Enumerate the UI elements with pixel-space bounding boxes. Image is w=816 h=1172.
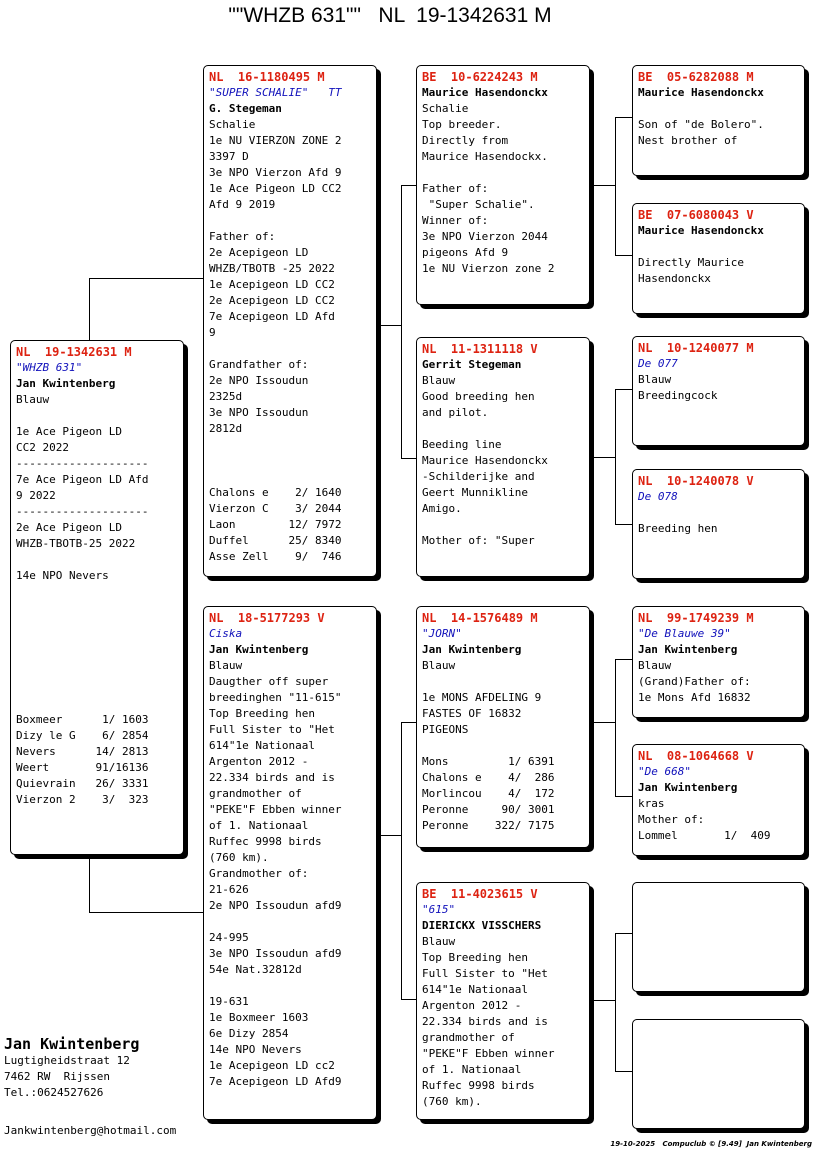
pedigree-line <box>16 408 178 424</box>
owner-name: Jan Kwintenberg <box>209 643 309 656</box>
pedigree-line: Winner of: <box>422 214 489 227</box>
pedigree-line: and pilot. <box>422 406 489 419</box>
pedigree-line: Chalons e 4/ 286 <box>422 771 555 784</box>
pedigree-line: Morlincou 4/ 172 <box>422 787 555 800</box>
pedigree-line: 24-995 <box>209 931 249 944</box>
owner-name: Jan Kwintenberg <box>638 781 738 794</box>
pigeon-nickname: Ciska <box>209 627 243 640</box>
pedigree-line: PIGEONS <box>422 723 469 736</box>
pedigree-line: of 1. Nationaal <box>209 819 309 832</box>
pedigree-line: Mons 1/ 6391 <box>422 755 555 768</box>
pedigree-line: Nest brother of <box>638 134 738 147</box>
pedigree-line: Mother of: "Super <box>422 534 535 547</box>
pedigree-line: 2e NPO Issoudun afd9 <box>209 899 342 912</box>
pedigree-line <box>422 674 584 690</box>
pedigree-line <box>209 437 371 453</box>
pedigree-line: 3e NPO Vierzon Afd 9 <box>209 166 342 179</box>
pedigree-line: 9 2022 <box>16 489 56 502</box>
pedigree-line <box>16 680 178 696</box>
pedigree-line: 614"1e Nationaal <box>209 739 315 752</box>
owner-name: Gerrit Stegeman <box>422 358 522 371</box>
pigeon-card-ggm-1[interactable] <box>632 203 805 314</box>
pedigree-line: 21-626 <box>209 883 249 896</box>
pedigree-line: Nevers 14/ 2813 <box>16 745 149 758</box>
ring-number: BE 07-6080043 V <box>638 208 754 222</box>
pedigree-line: 2e Acepigeon LD CC2 <box>209 294 335 307</box>
pedigree-line: Good breeding hen <box>422 390 535 403</box>
pedigree-line: Maurice Hasendonckx <box>422 454 548 467</box>
pedigree-line: of 1. Nationaal <box>422 1063 522 1076</box>
pigeon-card-maternal-grandfather[interactable] <box>416 606 590 848</box>
ring-number: NL 14-1576489 M <box>422 611 538 625</box>
pedigree-line: Blauw <box>209 659 243 672</box>
pedigree-line: Beeding line <box>422 438 502 451</box>
pedigree-line <box>422 421 584 437</box>
pedigree-line: -------------------- <box>16 457 149 470</box>
pedigree-line <box>209 469 371 485</box>
pigeon-nickname: "JORN" <box>422 627 462 640</box>
pedigree-line: Blauw <box>422 935 456 948</box>
pedigree-line: 1e Ace Pigeon LD CC2 <box>209 182 342 195</box>
pedigree-line: Blauw <box>422 659 456 672</box>
pedigree-line: Lommel 1/ 409 <box>638 829 771 842</box>
pedigree-line: 1e Mons Afd 16832 <box>638 691 751 704</box>
pedigree-line: Grandmother of: <box>209 867 309 880</box>
pedigree-line: Ruffec 9998 birds <box>422 1079 535 1092</box>
pedigree-line: Schalie <box>209 118 256 131</box>
pedigree-line: Maurice Hasendockx. <box>422 150 548 163</box>
pedigree-line: Father of: <box>209 230 276 243</box>
pigeon-card-mother[interactable] <box>203 606 377 1120</box>
breeder-info <box>4 1035 139 1101</box>
pedigree-line: grandmother of <box>422 1031 515 1044</box>
pedigree-line <box>16 696 178 712</box>
ring-number: NL 19-1342631 M <box>16 345 132 359</box>
pedigree-line: FASTES OF 16832 <box>422 707 522 720</box>
breeder-city: 7462 RW Rijssen <box>4 1070 110 1083</box>
ring-number: BE 05-6282088 M <box>638 70 754 84</box>
pedigree-line: Boxmeer 1/ 1603 <box>16 713 149 726</box>
pigeon-card-empty[interactable] <box>632 882 805 992</box>
ring-number: BE 10-6224243 M <box>422 70 538 84</box>
owner-name: Maurice Hasendonckx <box>638 224 764 237</box>
pedigree-line: Blauw <box>638 659 672 672</box>
pigeon-nickname: De 078 <box>638 490 678 503</box>
pedigree-line: 2325d <box>209 390 243 403</box>
pedigree-line: pigeons Afd 9 <box>422 246 509 259</box>
pigeon-nickname: De 077 <box>638 357 678 370</box>
pedigree-line: CC2 2022 <box>16 441 69 454</box>
pedigree-line: Breeding hen <box>638 522 718 535</box>
pedigree-line <box>16 552 178 568</box>
pedigree-line <box>16 632 178 648</box>
pigeon-card-ggf-2[interactable] <box>632 336 805 446</box>
pedigree-line: Mother of: <box>638 813 705 826</box>
ring-number: NL 16-1180495 M <box>209 70 325 84</box>
pigeon-card-paternal-grandmother[interactable] <box>416 337 590 577</box>
pedigree-line: Blauw <box>638 373 672 386</box>
pedigree-line <box>638 505 799 521</box>
pedigree-line: Argenton 2012 - <box>422 999 522 1012</box>
owner-name: DIERICKX VISSCHERS <box>422 919 542 932</box>
pedigree-line: Son of "de Bolero". <box>638 118 764 131</box>
owner-name: G. Stegeman <box>209 102 282 115</box>
pigeon-card-empty[interactable] <box>632 1019 805 1129</box>
pedigree-line: 1e MONS AFDELING 9 <box>422 691 542 704</box>
pedigree-line: 7e Ace Pigeon LD Afd <box>16 473 149 486</box>
pigeon-nickname: "WHZB 631" <box>16 361 83 374</box>
pedigree-line: 1e NU Vierzon zone 2 <box>422 262 555 275</box>
pedigree-line: 614"1e Nationaal <box>422 983 528 996</box>
pigeon-nickname: "De 668" <box>638 765 691 778</box>
pedigree-line: Peronne 322/ 7175 <box>422 819 555 832</box>
pedigree-line: 14e NPO Nevers <box>16 569 109 582</box>
owner-name: Jan Kwintenberg <box>16 377 116 390</box>
pedigree-line: 3397 D <box>209 150 249 163</box>
pedigree-line: 2812d <box>209 422 243 435</box>
pedigree-line: Weert 91/16136 <box>16 761 149 774</box>
pedigree-line: Breedingcock <box>638 389 718 402</box>
pedigree-line <box>209 978 371 994</box>
pigeon-nickname: "615" <box>422 903 456 916</box>
pedigree-line: 22.334 birds and is <box>209 771 335 784</box>
breeder-email[interactable]: Jankwintenberg@hotmail.com <box>4 1124 177 1137</box>
ring-number: NL 99-1749239 M <box>638 611 754 625</box>
pedigree-line: -------------------- <box>16 505 149 518</box>
pigeon-card-ggf-1[interactable] <box>632 65 805 176</box>
pedigree-line <box>422 517 584 533</box>
pedigree-line: Top Breeding hen <box>422 951 528 964</box>
ring-number: BE 11-4023615 V <box>422 887 538 901</box>
pedigree-line: Father of: <box>422 182 489 195</box>
pigeon-card-ggf-3[interactable] <box>632 606 805 718</box>
connector-line <box>590 722 615 724</box>
pedigree-line: Dizy le G 6/ 2854 <box>16 729 149 742</box>
pedigree-line <box>422 165 584 181</box>
pedigree-line: Ruffec 9998 birds <box>209 835 322 848</box>
pedigree-line: (760 km). <box>422 1095 482 1108</box>
pedigree-line: Full Sister to "Het <box>209 723 335 736</box>
breeder-phone: Tel.:0624527626 <box>4 1086 104 1099</box>
pedigree-line: Hasendonckx <box>638 272 711 285</box>
pigeon-card-ggm-3[interactable] <box>632 744 805 856</box>
pedigree-line: kras <box>638 797 665 810</box>
pigeon-card-ggm-2[interactable] <box>632 469 805 579</box>
pedigree-line: 54e Nat.32812d <box>209 963 302 976</box>
pedigree-line: 7e Acepigeon LD Afd <box>209 310 335 323</box>
pedigree-line: Schalie <box>422 102 469 115</box>
page-title: ""WHZB 631"" NL 19-1342631 M <box>228 4 552 27</box>
ring-number: NL 11-1311118 V <box>422 342 538 356</box>
connector-line <box>590 185 615 187</box>
pedigree-line: Laon 12/ 7972 <box>209 518 342 531</box>
pedigree-line <box>209 213 371 229</box>
pedigree-line: 1e NU VIERZON ZONE 2 <box>209 134 342 147</box>
pedigree-line: 6e Dizy 2854 <box>209 1027 289 1040</box>
pedigree-line <box>209 914 371 930</box>
pedigree-line: Grandfather of: <box>209 358 309 371</box>
pedigree-line: 3e NPO Vierzon 2044 <box>422 230 548 243</box>
pedigree-line <box>16 664 178 680</box>
pedigree-line: 1e Acepigeon LD CC2 <box>209 278 335 291</box>
pedigree-line: grandmother of <box>209 787 302 800</box>
pedigree-line: 1e Acepigeon LD cc2 <box>209 1059 335 1072</box>
pedigree-line: Asse Zell 9/ 746 <box>209 550 342 563</box>
pedigree-line <box>638 101 799 117</box>
pedigree-line: Peronne 90/ 3001 <box>422 803 555 816</box>
pedigree-line: 3e NPO Issoudun afd9 <box>209 947 342 960</box>
pigeon-card-father[interactable] <box>203 65 377 577</box>
pedigree-line: Amigo. <box>422 502 462 515</box>
connector-line <box>377 325 401 327</box>
owner-name: Maurice Hasendonckx <box>638 86 764 99</box>
pedigree-line: "PEKE"F Ebben winner <box>422 1047 555 1060</box>
owner-name: Jan Kwintenberg <box>638 643 738 656</box>
pedigree-line: Blauw <box>422 374 456 387</box>
owner-name: Jan Kwintenberg <box>422 643 522 656</box>
pedigree-line: Geert Munnikline <box>422 486 528 499</box>
pedigree-line: WHZB-TBOTB-25 2022 <box>16 537 136 550</box>
pedigree-line <box>16 584 178 600</box>
pedigree-line: 2e NPO Issoudun <box>209 374 309 387</box>
pigeon-nickname: "SUPER SCHALIE" TT <box>209 86 342 99</box>
pedigree-line: Blauw <box>16 393 50 406</box>
pedigree-line: 1e Boxmeer 1603 <box>209 1011 309 1024</box>
connector-line <box>89 278 206 341</box>
pedigree-line: Directly Maurice <box>638 256 744 269</box>
pedigree-line: Quievrain 26/ 3331 <box>16 777 149 790</box>
breeder-street: Lugtigheidstraat 12 <box>4 1054 130 1067</box>
pedigree-line: Full Sister to "Het <box>422 967 548 980</box>
pedigree-line <box>422 738 584 754</box>
connector-line <box>377 835 401 837</box>
connector-line <box>89 855 206 913</box>
pigeon-card-subject[interactable] <box>10 340 184 855</box>
pedigree-line: Argenton 2012 - <box>209 755 309 768</box>
pigeon-card-paternal-grandfather[interactable] <box>416 65 590 305</box>
pedigree-line <box>209 341 371 357</box>
pedigree-line: breedinghen "11-615" <box>209 691 342 704</box>
pedigree-line <box>209 453 371 469</box>
pedigree-line: 7e Acepigeon LD Afd9 <box>209 1075 342 1088</box>
pedigree-line: 1e Ace Pigeon LD <box>16 425 122 438</box>
pedigree-line: 2e Ace Pigeon LD <box>16 521 122 534</box>
pedigree-line: 3e NPO Issoudun <box>209 406 309 419</box>
connector-line <box>590 457 615 459</box>
pedigree-line: (Grand)Father of: <box>638 675 751 688</box>
connector-line <box>590 1000 615 1002</box>
owner-name: Maurice Hasendonckx <box>422 86 548 99</box>
pedigree-line: 9 <box>209 326 216 339</box>
ring-number: NL 10-1240077 M <box>638 341 754 355</box>
pedigree-line: Afd 9 2019 <box>209 198 276 211</box>
pedigree-line: "Super Schalie". <box>422 198 535 211</box>
pedigree-line <box>16 648 178 664</box>
pedigree-line: WHZB/TBOTB -25 2022 <box>209 262 335 275</box>
pigeon-card-maternal-grandmother[interactable] <box>416 882 590 1120</box>
pedigree-line: 19-631 <box>209 995 249 1008</box>
pedigree-line: Top Breeding hen <box>209 707 315 720</box>
pedigree-line: 14e NPO Nevers <box>209 1043 302 1056</box>
pigeon-nickname: "De Blauwe 39" <box>638 627 731 640</box>
pedigree-line: 22.334 birds and is <box>422 1015 548 1028</box>
ring-number: NL 18-5177293 V <box>209 611 325 625</box>
pedigree-line: Top breeder. <box>422 118 502 131</box>
pedigree-line: "PEKE"F Ebben winner <box>209 803 342 816</box>
pedigree-line: Daugther off super <box>209 675 329 688</box>
pedigree-line: Vierzon 2 3/ 323 <box>16 793 149 806</box>
pedigree-line: Chalons e 2/ 1640 <box>209 486 342 499</box>
pedigree-line: Duffel 25/ 8340 <box>209 534 342 547</box>
breeder-name: Jan Kwintenberg <box>4 1035 140 1053</box>
pedigree-line: (760 km). <box>209 851 269 864</box>
pedigree-line <box>16 616 178 632</box>
pedigree-line <box>16 600 178 616</box>
pedigree-line: -Schilderijke and <box>422 470 535 483</box>
ring-number: NL 10-1240078 V <box>638 474 754 488</box>
pedigree-line <box>638 239 799 255</box>
pedigree-line: Directly from <box>422 134 509 147</box>
pedigree-line: 2e Acepigeon LD <box>209 246 309 259</box>
footer-credit: 19-10-2025 Compuclub © [9.49] Jan Kwintenberg <box>610 1140 812 1148</box>
ring-number: NL 08-1064668 V <box>638 749 754 763</box>
pedigree-line: Vierzon C 3/ 2044 <box>209 502 342 515</box>
